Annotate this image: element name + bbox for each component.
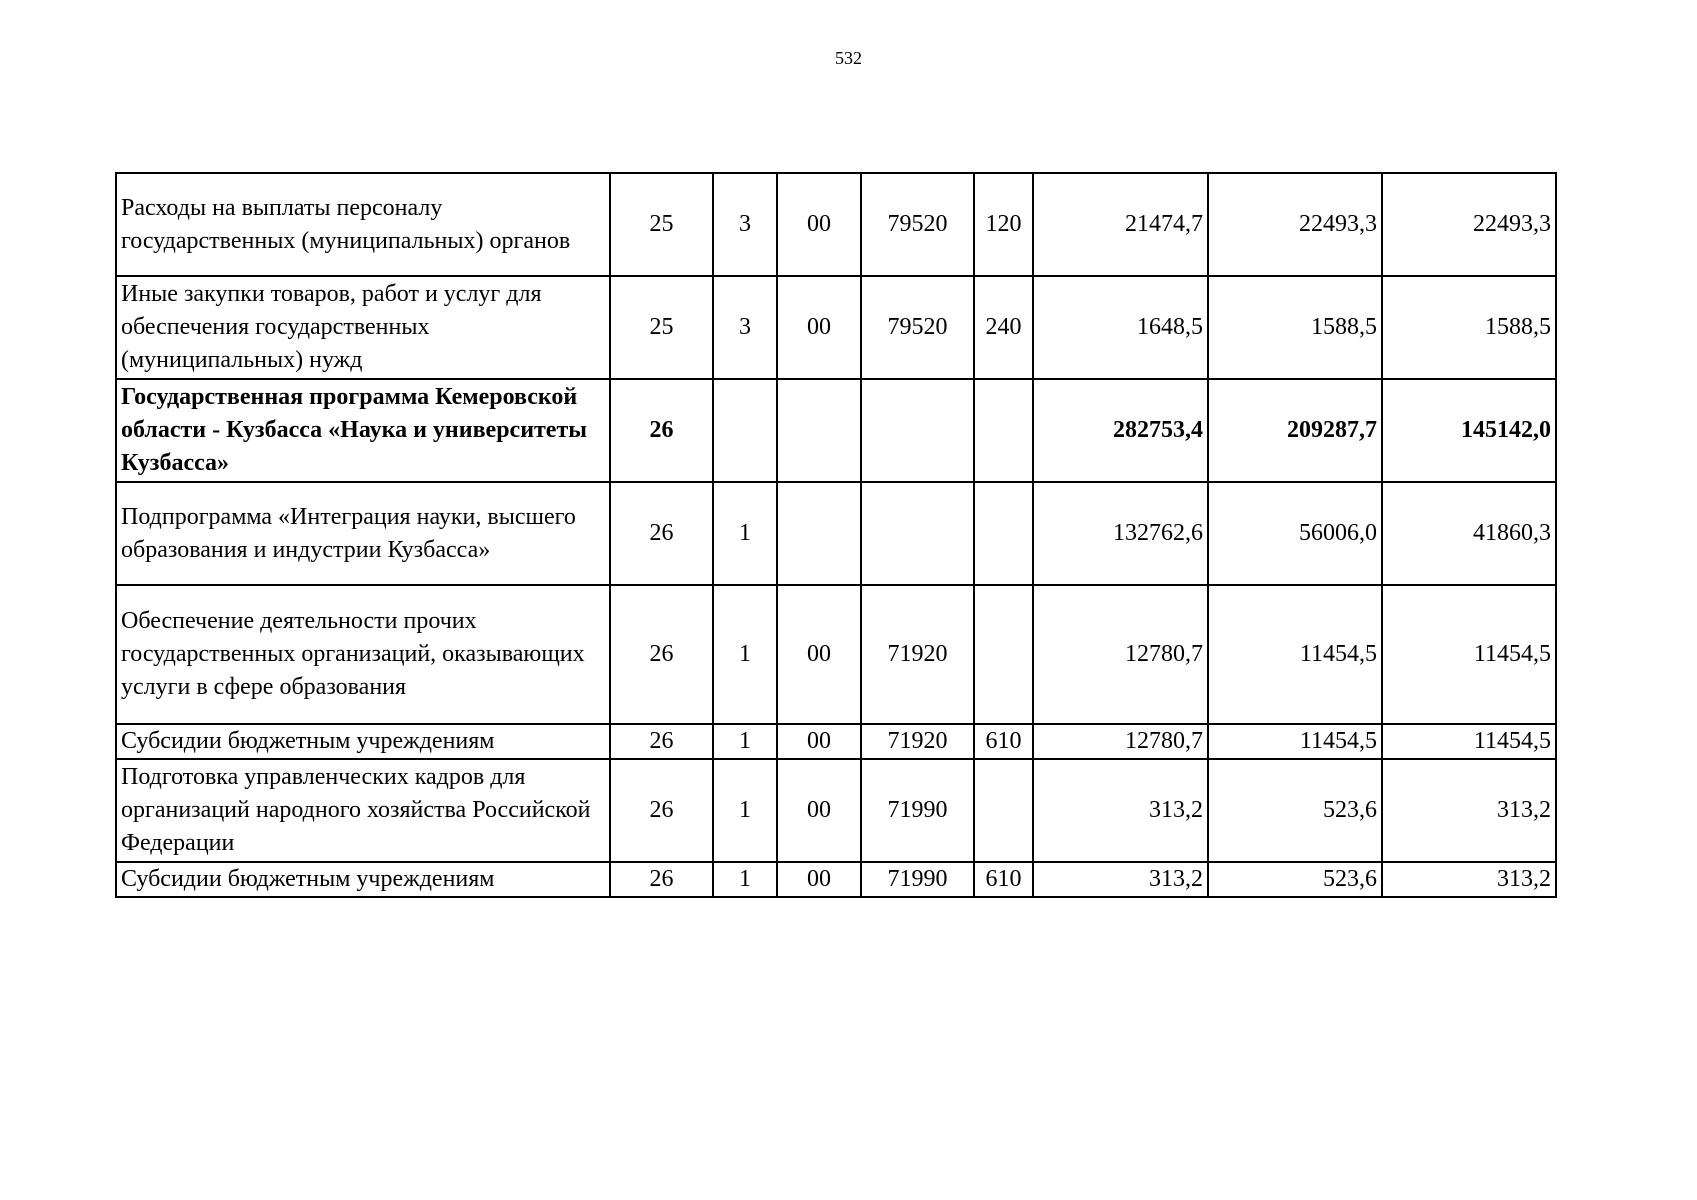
program-code: 26 xyxy=(610,862,713,897)
subprogram-code: 1 xyxy=(713,482,777,585)
program-code: 26 xyxy=(610,724,713,759)
amount-year-2: 523,6 xyxy=(1208,759,1382,862)
amount-year-3: 11454,5 xyxy=(1382,585,1556,724)
expense-type-code xyxy=(974,379,1033,482)
subprogram-code xyxy=(713,379,777,482)
expense-type-code: 610 xyxy=(974,724,1033,759)
row-name: Иные закупки товаров, работ и услуг для обеспечения государственных (муниципальных) нужд xyxy=(116,276,610,379)
amount-year-2: 1588,5 xyxy=(1208,276,1382,379)
row-name: Субсидии бюджетным учреждениям xyxy=(116,724,610,759)
target-code xyxy=(861,379,974,482)
amount-year-1: 12780,7 xyxy=(1033,585,1208,724)
row-name: Субсидии бюджетным учреждениям xyxy=(116,862,610,897)
program-code: 25 xyxy=(610,276,713,379)
subprogram-code: 1 xyxy=(713,585,777,724)
amount-year-3: 1588,5 xyxy=(1382,276,1556,379)
amount-year-1: 1648,5 xyxy=(1033,276,1208,379)
target-code xyxy=(861,482,974,585)
target-code: 71990 xyxy=(861,759,974,862)
amount-year-3: 313,2 xyxy=(1382,759,1556,862)
direction-code xyxy=(777,482,861,585)
program-code: 25 xyxy=(610,173,713,276)
row-name: Расходы на выплаты персоналу государственных (муниципальных) органов xyxy=(116,173,610,276)
amount-year-3: 22493,3 xyxy=(1382,173,1556,276)
row-name: Подпрограмма «Интеграция науки, высшего образования и индустрии Кузбасса» xyxy=(116,482,610,585)
amount-year-3: 313,2 xyxy=(1382,862,1556,897)
expense-type-code: 610 xyxy=(974,862,1033,897)
budget-table xyxy=(115,172,1557,898)
target-code: 71920 xyxy=(861,724,974,759)
amount-year-1: 282753,4 xyxy=(1033,379,1208,482)
table-row xyxy=(116,724,1556,759)
direction-code: 00 xyxy=(777,173,861,276)
amount-year-1: 132762,6 xyxy=(1033,482,1208,585)
subprogram-code: 3 xyxy=(713,173,777,276)
row-name: Обеспечение деятельности прочих государственных организаций, оказывающих услуги в сфере образования xyxy=(116,585,610,724)
table-row xyxy=(116,173,1556,276)
expense-type-code xyxy=(974,759,1033,862)
target-code: 79520 xyxy=(861,276,974,379)
target-code: 71990 xyxy=(861,862,974,897)
amount-year-3: 41860,3 xyxy=(1382,482,1556,585)
page-number: 532 xyxy=(835,48,862,68)
target-code: 71920 xyxy=(861,585,974,724)
row-name: Государственная программа Кемеровской области - Кузбасса «Наука и университеты Кузбасса» xyxy=(116,379,610,482)
amount-year-3: 145142,0 xyxy=(1382,379,1556,482)
table-row xyxy=(116,585,1556,724)
direction-code xyxy=(777,379,861,482)
direction-code: 00 xyxy=(777,759,861,862)
expense-type-code: 120 xyxy=(974,173,1033,276)
direction-code: 00 xyxy=(777,276,861,379)
program-code: 26 xyxy=(610,585,713,724)
subprogram-code: 1 xyxy=(713,724,777,759)
direction-code: 00 xyxy=(777,724,861,759)
direction-code: 00 xyxy=(777,862,861,897)
amount-year-2: 209287,7 xyxy=(1208,379,1382,482)
amount-year-2: 56006,0 xyxy=(1208,482,1382,585)
target-code: 79520 xyxy=(861,173,974,276)
table-row-program xyxy=(116,379,1556,482)
program-code: 26 xyxy=(610,759,713,862)
amount-year-3: 11454,5 xyxy=(1382,724,1556,759)
table-row xyxy=(116,482,1556,585)
amount-year-1: 12780,7 xyxy=(1033,724,1208,759)
subprogram-code: 1 xyxy=(713,862,777,897)
program-code: 26 xyxy=(610,482,713,585)
program-code: 26 xyxy=(610,379,713,482)
subprogram-code: 3 xyxy=(713,276,777,379)
row-name: Подготовка управленческих кадров для организаций народного хозяйства Российской Федерации xyxy=(116,759,610,862)
direction-code: 00 xyxy=(777,585,861,724)
expense-type-code xyxy=(974,482,1033,585)
expense-type-code: 240 xyxy=(974,276,1033,379)
amount-year-2: 11454,5 xyxy=(1208,585,1382,724)
amount-year-2: 22493,3 xyxy=(1208,173,1382,276)
amount-year-1: 313,2 xyxy=(1033,862,1208,897)
amount-year-2: 11454,5 xyxy=(1208,724,1382,759)
amount-year-1: 313,2 xyxy=(1033,759,1208,862)
table-row xyxy=(116,276,1556,379)
amount-year-1: 21474,7 xyxy=(1033,173,1208,276)
table-row xyxy=(116,862,1556,897)
amount-year-2: 523,6 xyxy=(1208,862,1382,897)
table-row xyxy=(116,759,1556,862)
expense-type-code xyxy=(974,585,1033,724)
subprogram-code: 1 xyxy=(713,759,777,862)
